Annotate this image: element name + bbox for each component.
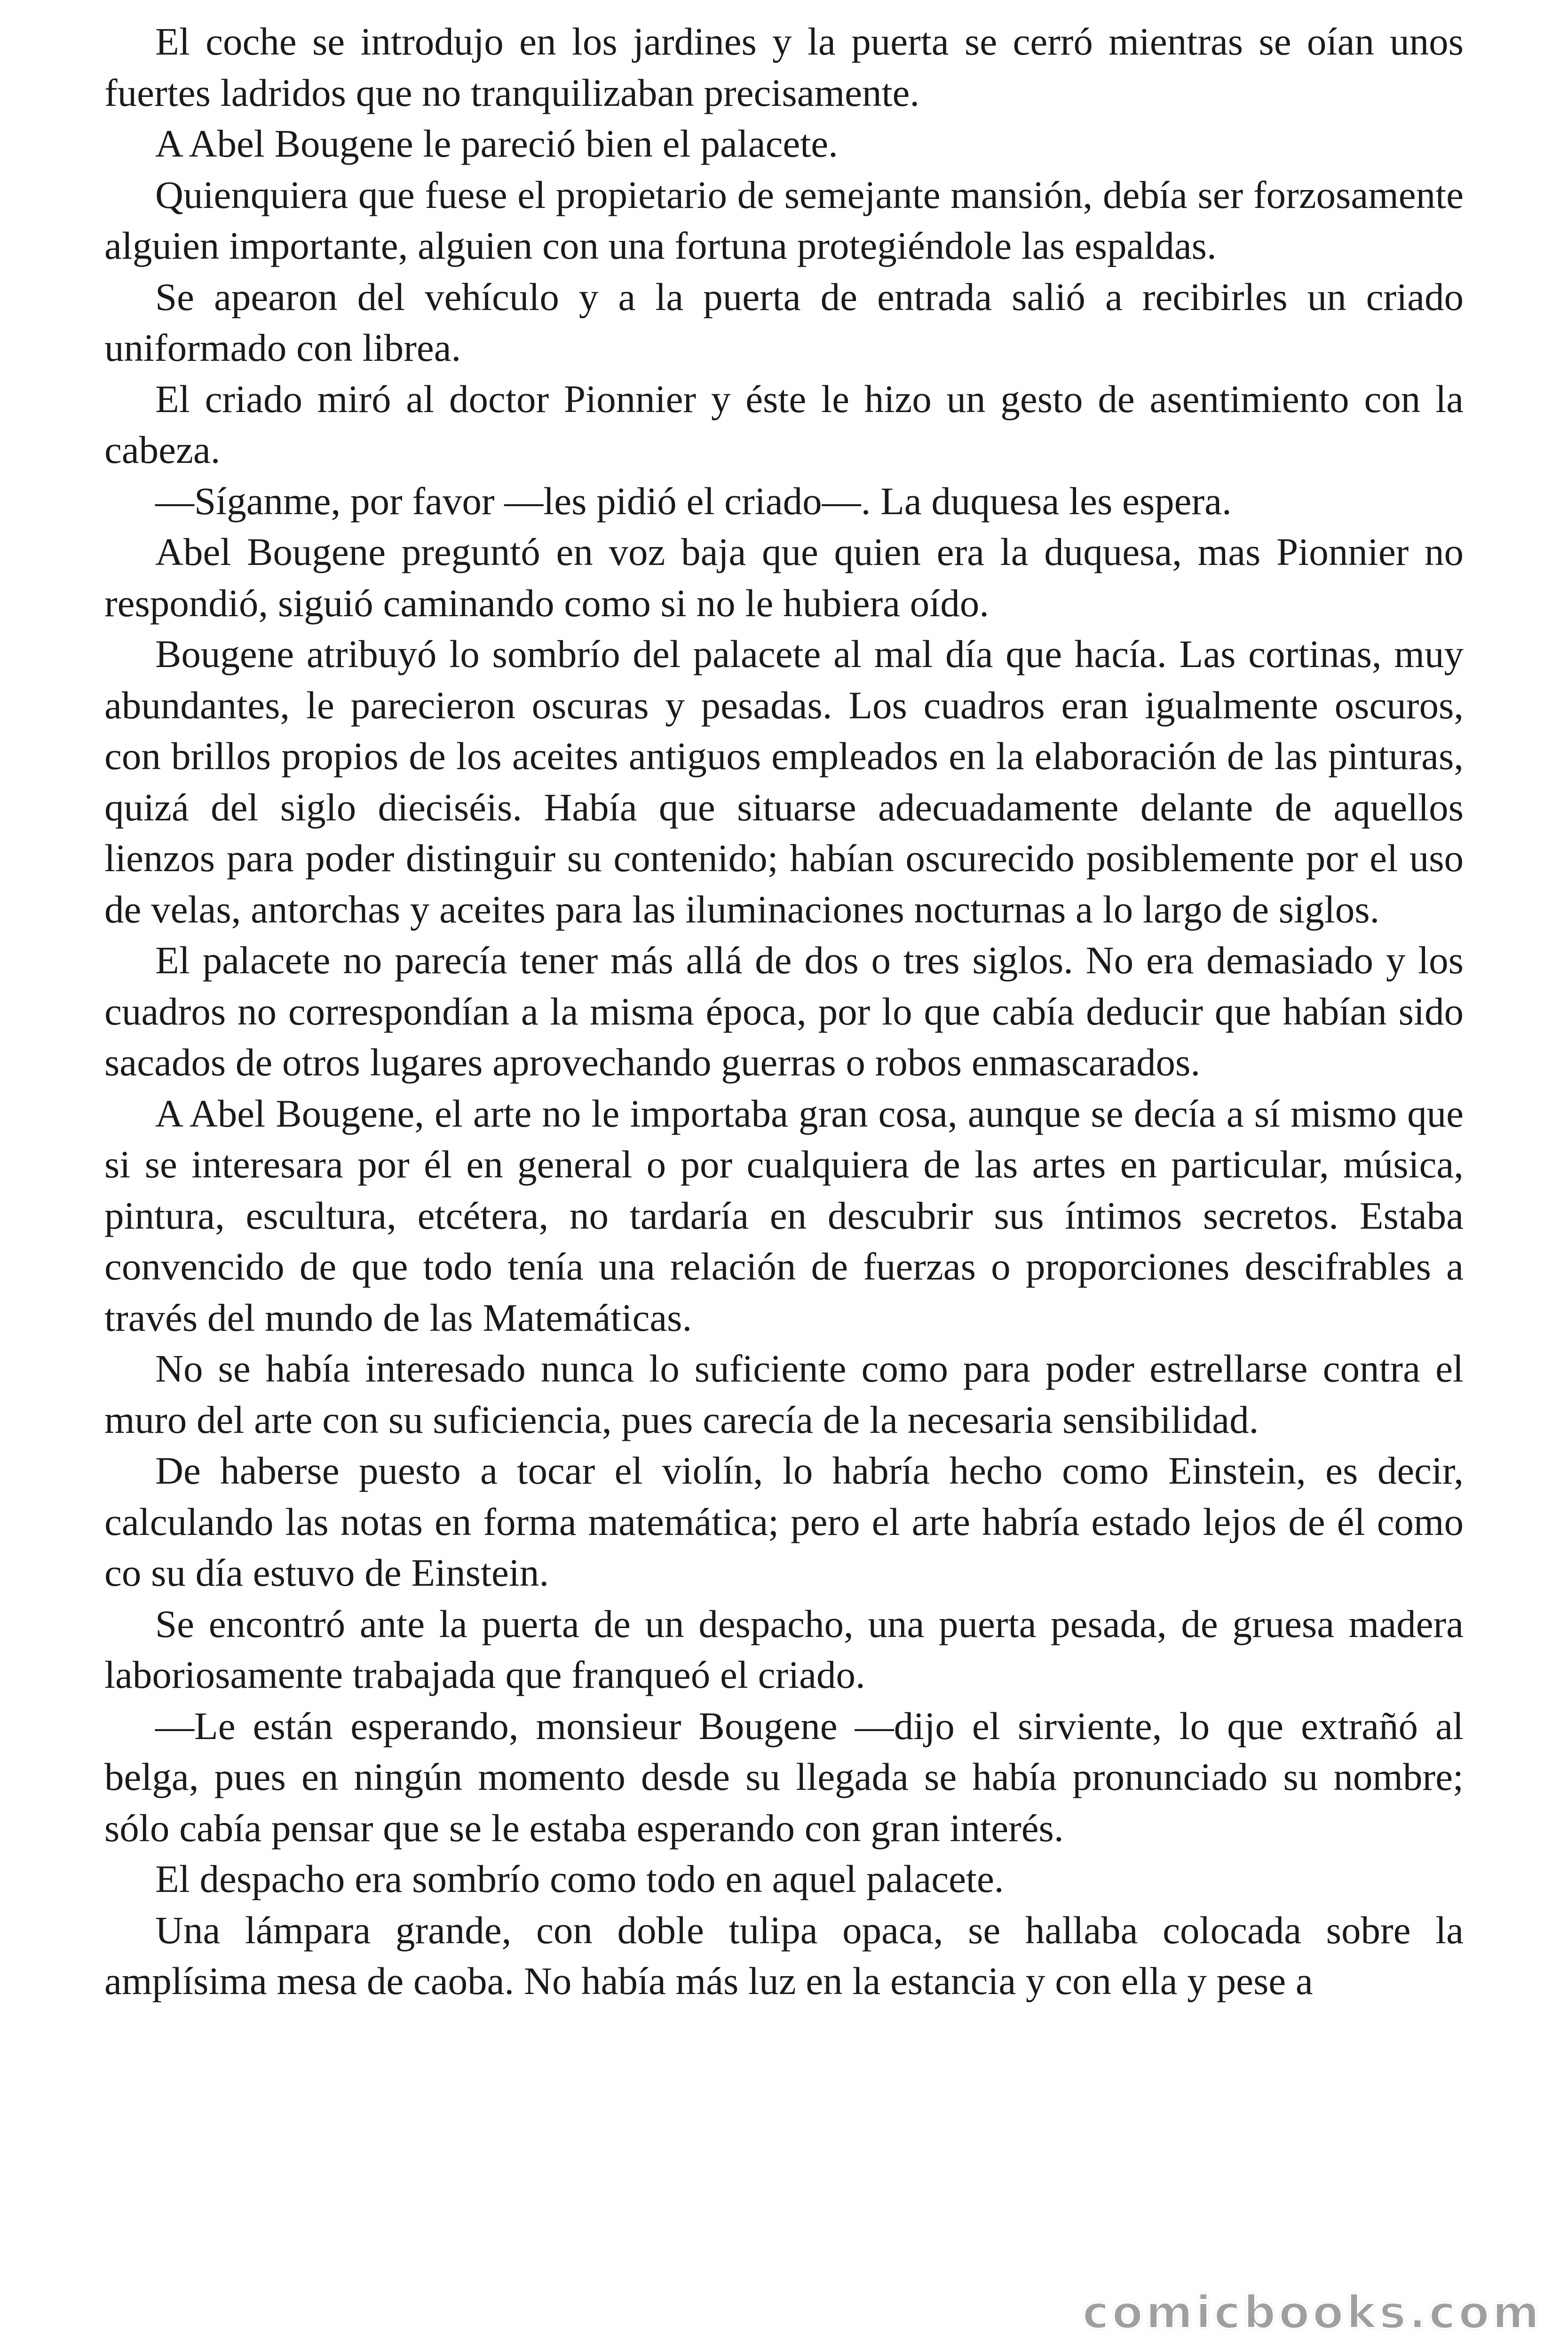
paragraph: El coche se introdujo en los jardines y la puerta se cerró mientras se oían unos fuertes ladridos que no tranquilizaban precisamente. — [104, 20, 1464, 114]
paragraph: —Le están esperando, monsieur Bougene —dijo el sirviente, lo que extrañó al belga, pues en ningún momento desde su llegada se había pronunciado su nombre; sólo cabía pensar que se le estaba esperando con gran interés. — [104, 1704, 1464, 1850]
paragraph: —Síganme, por favor —les pidió el criado—. La duquesa les espera. — [155, 479, 1232, 523]
paragraph: Se apearon del vehículo y a la puerta de entrada salió a recibirles un criado uniformado con librea. — [104, 275, 1464, 369]
paragraph: Quienquiera que fuese el propietario de semejante mansión, debía ser forzosamente alguien importante, alguien con una fortuna protegiéndole las espaldas. — [104, 173, 1464, 267]
paragraph: De haberse puesto a tocar el violín, lo habría hecho como Einstein, es decir, calculando las notas en forma matemática; pero el arte habría estado lejos de él como co su día estuvo de Einstein. — [104, 1449, 1464, 1594]
paragraph: El criado miró al doctor Pionnier y éste le hizo un gesto de asentimiento con la cabeza. — [104, 377, 1464, 471]
paragraph: Una lámpara grande, con doble tulipa opaca, se hallaba colocada sobre la amplísima mesa de caoba. No había más luz en la estancia y con ella y pese a — [104, 1908, 1464, 2002]
paragraph: Bougene atribuyó lo sombrío del palacete al mal día que hacía. Las cortinas, muy abundantes, le parecieron oscuras y pesadas. Los cuadros eran igualmente oscuros, con brillos propios de los aceites antiguos empleados en la elaboración de las pinturas, quizá del siglo dieciséis. Había que situarse adecuadamente delante de aquellos lienzos para poder distinguir su contenido; habían oscurecido posiblemente por el uso de velas, antorchas y aceites para las iluminaciones nocturnas a lo largo de siglos. — [104, 632, 1464, 931]
paragraph: Abel Bougene preguntó en voz baja que quien era la duquesa, mas Pionnier no respondió, siguió caminando como si no le hubiera oído. — [104, 530, 1464, 625]
paragraph: A Abel Bougene, el arte no le importaba gran cosa, aunque se decía a sí mismo que si se interesara por él en general o por cualquiera de las artes en particular, música, pintura, escultura, etcétera, no tardaría en descubrir sus íntimos secretos. Estaba convencido de que todo tenía una relación de fuerzas o proporciones descifrables a través del mundo de las Matemáticas. — [104, 1091, 1464, 1339]
paragraph: El despacho era sombrío como todo en aquel palacete. — [155, 1857, 1004, 1900]
paragraph: A Abel Bougene le pareció bien el palacete. — [155, 122, 838, 165]
paragraph: No se había interesado nunca lo suficiente como para poder estrellarse contra el muro del arte con su suficiencia, pues carecía de la necesaria sensibilidad. — [104, 1347, 1464, 1441]
paragraph: El palacete no parecía tener más allá de dos o tres siglos. No era demasiado y los cuadros no correspondían a la misma época, por lo que cabía deducir que habían sido sacados de otros lugares aprovechando guerras o robos enmascarados. — [104, 938, 1464, 1084]
body-text — [104, 16, 1464, 2007]
paragraph: Se encontró ante la puerta de un despacho, una puerta pesada, de gruesa madera laboriosamente trabajada que franqueó el criado. — [104, 1602, 1464, 1696]
watermark: comicbooks.com — [1082, 2286, 1542, 2339]
